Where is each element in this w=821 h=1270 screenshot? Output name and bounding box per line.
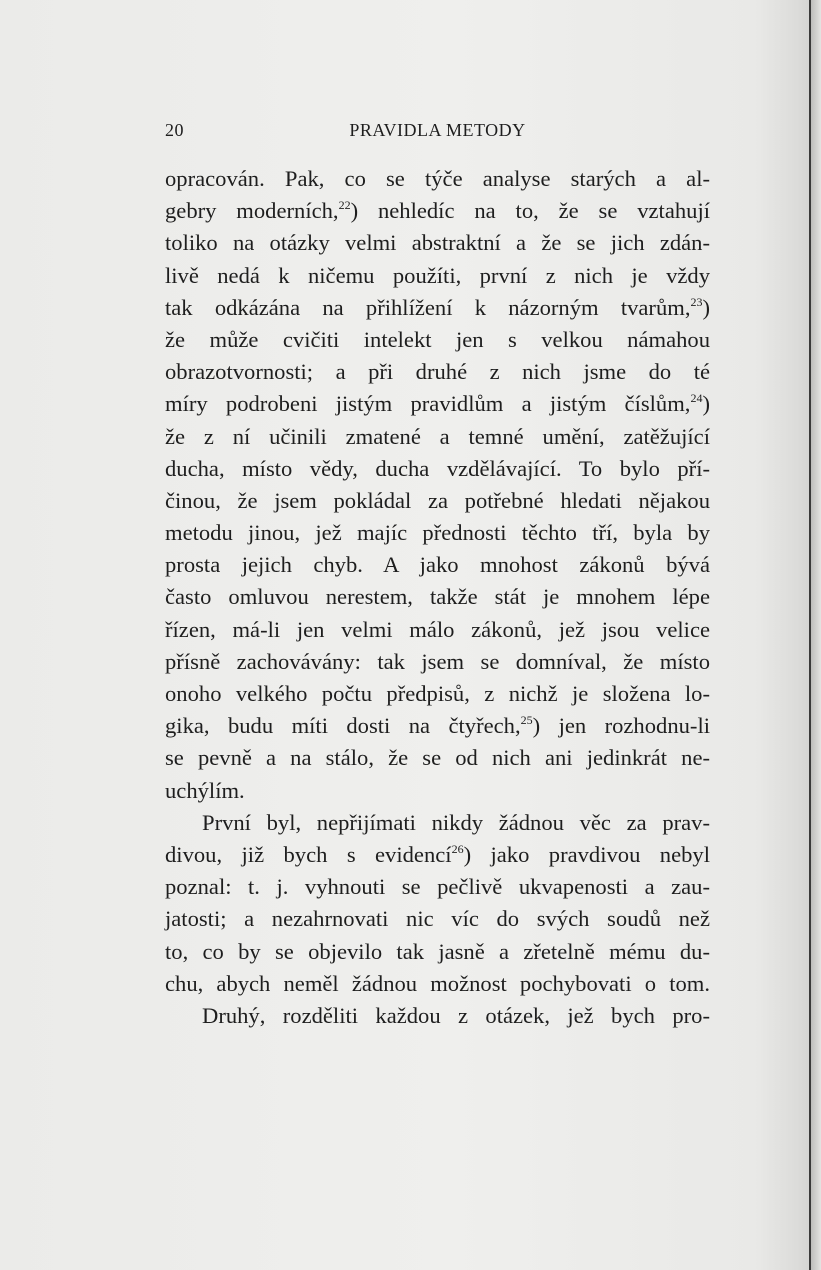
- page-number: 20: [165, 120, 184, 140]
- body-text: [165, 163, 710, 1032]
- running-head: PRAVIDLA METODY: [349, 120, 526, 140]
- text-line: míry podrobeni jistým pravidlům a jistým číslům,$^{24}$): [165, 391, 710, 417]
- text-line: metodu jinou, jež majíc přednosti těchto tří, byla by: [165, 520, 710, 546]
- text-line: gebry moderních,$^{22}$) nehledíc na to, že se vztahují: [165, 198, 710, 224]
- text-line: ducha, místo vědy, ducha vzdělávající. To bylo pří-: [165, 455, 710, 481]
- text-line: První byl, nepřijímati nikdy žádnou věc za prav-: [202, 809, 710, 835]
- text-line: se pevně a na stálo, že se od nich ani jedinkrát ne-: [165, 745, 710, 771]
- text-line: prosta jejich chyb. A jako mnohost zákonů bývá: [165, 552, 710, 578]
- text-line: toliko na otázky velmi abstraktní a že se jich zdán-: [165, 230, 710, 256]
- text-line: obrazotvornosti; a při druhé z nich jsme do té: [165, 359, 710, 385]
- page-header: [165, 120, 710, 146]
- text-line: livě nedá k ničemu použíti, první z nich je vždy: [165, 262, 710, 288]
- text-line: opracován. Pak, co se týče analyse starých a al-: [165, 166, 710, 191]
- footnote-ref: 25: [520, 713, 533, 728]
- page-edge-line: [809, 0, 811, 1270]
- text-line: tak odkázána na přihlížení k názorným tvarům,$^{23}$): [165, 294, 710, 320]
- footnote-ref: 24: [690, 391, 703, 406]
- text-line: že může cvičiti intelekt jen s velkou námahou: [165, 326, 710, 352]
- text-line: často omluvou nerestem, takže stát je mnohem lépe: [165, 584, 710, 610]
- text-line: že z ní učinili zmatené a temné umění, zatěžující: [165, 423, 710, 449]
- text-line: to, co by se objevilo tak jasně a zřetelně mému du-: [165, 938, 710, 964]
- footnote-ref: 26: [451, 841, 464, 856]
- text-line: řízen, má-li jen velmi málo zákonů, jež jsou velice: [165, 616, 710, 642]
- text-line: činou, že jsem pokládal za potřebné hledati nějakou: [165, 487, 710, 513]
- text-line: divou, již bych s evidencí$^{26}$) jako pravdivou nebyl: [165, 841, 711, 867]
- footnote-ref: 22: [338, 198, 351, 213]
- text-line: uchýlím.: [165, 777, 245, 803]
- text-line: jatosti; a nezahrnovati nic víc do svých soudů než: [165, 906, 710, 932]
- text-line: poznal: t. j. vyhnouti se pečlivě ukvapenosti a zau-: [165, 874, 710, 900]
- page-edge-shadow: [811, 0, 821, 1270]
- text-line: přísně zachovávány: tak jsem se domníval, že místo: [165, 648, 710, 674]
- text-line: chu, abych neměl žádnou možnost pochybovati o tom.: [165, 970, 710, 996]
- text-line: gika, budu míti dosti na čtyřech,$^{25}$) jen rozhodnu-li: [165, 713, 710, 739]
- footnote-ref: 23: [690, 294, 703, 309]
- text-line: onoho velkého počtu předpisů, z nichž je složena lo-: [165, 681, 710, 706]
- text-line: Druhý, rozděliti každou z otázek, jež bych pro-: [202, 1002, 710, 1028]
